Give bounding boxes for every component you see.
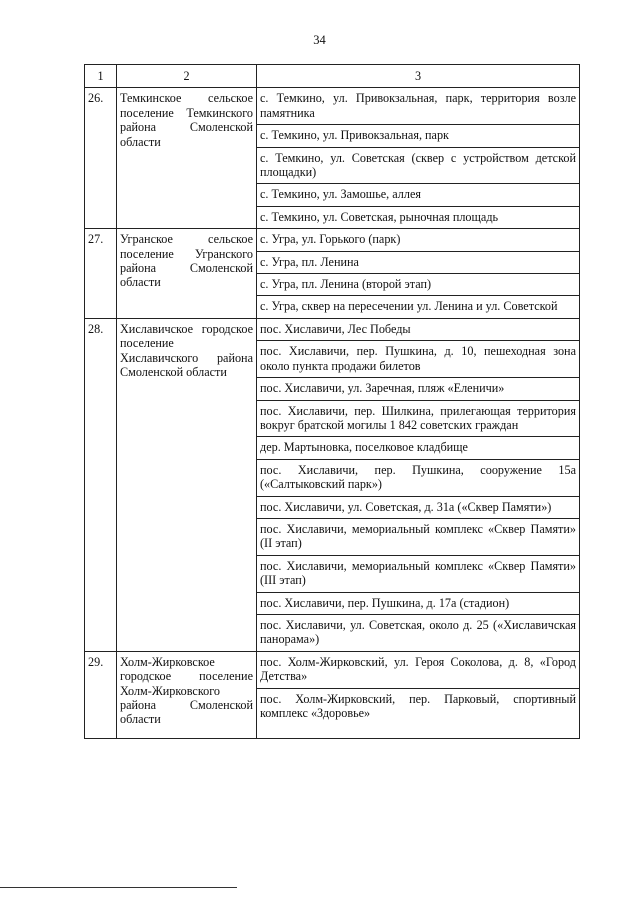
site-address: с. Темкино, ул. Привокзальная, парк, территория возле памятника [257, 88, 580, 125]
site-address: пос. Хиславичи, пер. Шилкина, прилегающая территория вокруг братской могилы 1 842 советских граждан [257, 400, 580, 437]
header-row [85, 65, 580, 88]
site-address: с. Угра, сквер на пересечении ул. Ленина и ул. Советской [257, 296, 580, 318]
site-address: пос. Хиславичи, пер. Пушкина, д. 10, пешеходная зона около пункта продажи билетов [257, 341, 580, 378]
site-address: пос. Холм-Жирковский, пер. Парковый, спортивный комплекс «Здоровье» [257, 688, 580, 738]
site-address: пос. Хиславичи, ул. Заречная, пляж «Еленичи» [257, 378, 580, 400]
site-address: пос. Хиславичи, ул. Советская, около д. 25 («Хиславичская панорама») [257, 614, 580, 651]
settlement-name: Хиславичское городское поселение Хиславичского района Смоленской области [117, 318, 257, 651]
row-number: 28. [85, 318, 117, 651]
page-number: 34 [313, 33, 326, 47]
table-row [85, 229, 580, 251]
settlement-name: Угранское сельское поселение Угранского района Смоленской области [117, 229, 257, 319]
table-row [85, 651, 580, 688]
site-address: дер. Мартыновка, поселковое кладбище [257, 437, 580, 459]
site-address: пос. Хиславичи, Лес Победы [257, 318, 580, 340]
header-col-3: 3 [257, 65, 580, 88]
header-col-1: 1 [85, 65, 117, 88]
site-address: пос. Хиславичи, пер. Пушкина, д. 17а (стадион) [257, 592, 580, 614]
footnote-divider [0, 887, 237, 888]
site-address: пос. Хиславичи, пер. Пушкина, сооружение 15а («Салтыковский парк») [257, 459, 580, 496]
site-address: пос. Хиславичи, ул. Советская, д. 31а («Сквер Памяти») [257, 496, 580, 518]
table-row [85, 318, 580, 340]
site-address: с. Темкино, ул. Замошье, аллея [257, 184, 580, 206]
site-address: пос. Холм-Жирковский, ул. Героя Соколова, д. 8, «Город Детства» [257, 651, 580, 688]
settlements-table [84, 64, 580, 739]
site-address: с. Темкино, ул. Советская, рыночная площадь [257, 206, 580, 228]
site-address: пос. Хиславичи, мемориальный комплекс «Сквер Памяти» (III этап) [257, 555, 580, 592]
site-address: с. Угра, ул. Горького (парк) [257, 229, 580, 251]
site-address: с. Темкино, ул. Советская (сквер с устройством детской площадки) [257, 147, 580, 184]
site-address: пос. Хиславичи, мемориальный комплекс «Сквер Памяти» (II этап) [257, 518, 580, 555]
site-address: с. Темкино, ул. Привокзальная, парк [257, 125, 580, 147]
site-address: с. Угра, пл. Ленина (второй этап) [257, 274, 580, 296]
header-col-2: 2 [117, 65, 257, 88]
row-number: 29. [85, 651, 117, 738]
site-address: с. Угра, пл. Ленина [257, 251, 580, 273]
settlement-name: Холм-Жирковское городское поселение Холм-Жирковского района Смоленской области [117, 651, 257, 738]
row-number: 26. [85, 88, 117, 229]
settlement-name: Темкинское сельское поселение Темкинского района Смоленской области [117, 88, 257, 229]
table-row [85, 88, 580, 125]
row-number: 27. [85, 229, 117, 319]
